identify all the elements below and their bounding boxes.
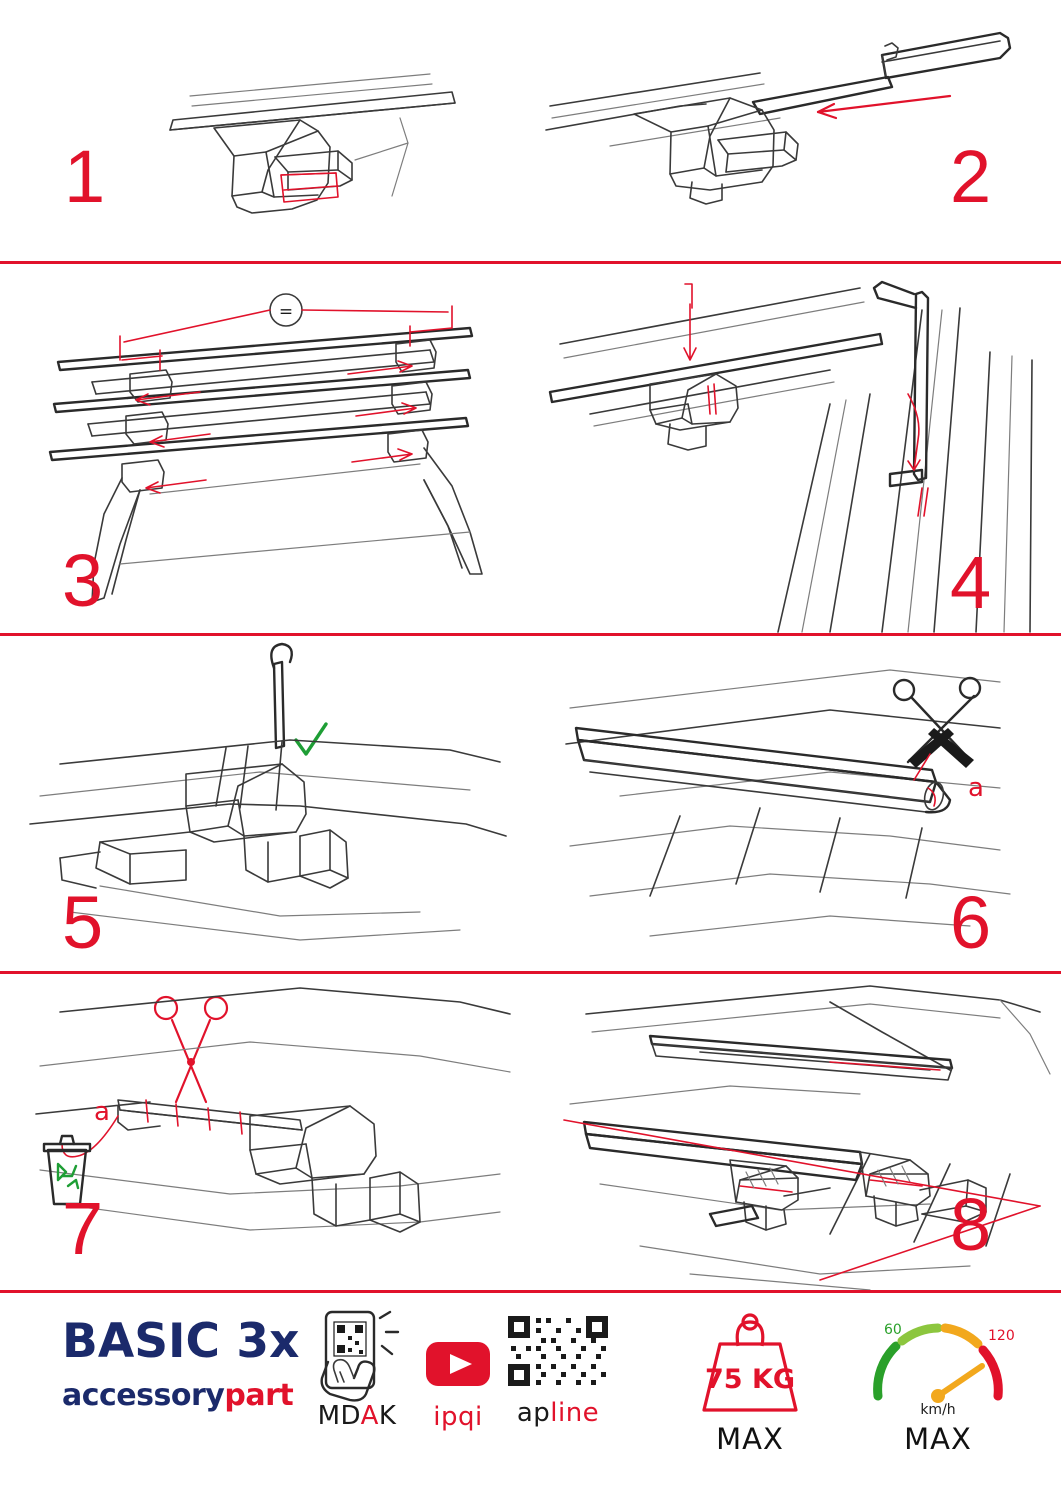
gauge-max-label: 120 bbox=[988, 1328, 1015, 1344]
max-load-block bbox=[660, 1300, 840, 1456]
step-number-8: 8 bbox=[950, 1183, 991, 1266]
equals-label: = bbox=[278, 302, 294, 322]
max-speed-block bbox=[848, 1300, 1028, 1456]
qr-code[interactable] bbox=[478, 1308, 638, 1394]
max-speed-caption: MAX bbox=[904, 1422, 972, 1456]
brand-sub-second: part bbox=[224, 1378, 294, 1413]
step-8-panel bbox=[530, 974, 1061, 1290]
footer bbox=[0, 1290, 1061, 1500]
brand-title-count: 3x bbox=[236, 1314, 300, 1369]
scissors-icon bbox=[894, 678, 980, 768]
scissors-icon-red bbox=[155, 997, 227, 1102]
logo-mdak-caption-tail: K bbox=[378, 1401, 397, 1431]
label-a-step6: a bbox=[968, 773, 984, 803]
check-mark-icon bbox=[296, 724, 326, 754]
speedometer-icon bbox=[848, 1300, 1028, 1420]
brand-subtitle bbox=[62, 1378, 299, 1413]
step-number-1: 1 bbox=[64, 135, 105, 218]
logo-mdak-caption-plain: MD bbox=[317, 1401, 361, 1431]
logo-apline-caption-accent: line bbox=[550, 1398, 600, 1428]
logo-mdak-caption-accent: A bbox=[360, 1401, 379, 1431]
step-number-4: 4 bbox=[950, 541, 991, 624]
brand-sub-first: accessory bbox=[62, 1378, 225, 1413]
weight-icon bbox=[660, 1300, 840, 1420]
brand-block bbox=[62, 1314, 300, 1413]
logo-apline bbox=[478, 1308, 638, 1426]
logo-ipqi-caption: ipqi bbox=[433, 1402, 483, 1432]
step-number-5: 5 bbox=[62, 881, 103, 964]
brand-title bbox=[62, 1314, 300, 1369]
step-number-3: 3 bbox=[62, 539, 103, 622]
step-1-panel bbox=[0, 0, 530, 261]
max-load-caption: MAX bbox=[716, 1422, 784, 1456]
brand-title-main: BASIC bbox=[62, 1314, 221, 1369]
step-2-panel bbox=[530, 0, 1061, 261]
step-5-panel bbox=[0, 636, 530, 971]
step-1-illustration bbox=[0, 0, 530, 261]
gauge-unit-label: km/h bbox=[920, 1402, 956, 1418]
step-6-panel bbox=[530, 636, 1061, 971]
step-2-illustration bbox=[530, 0, 1061, 261]
step-number-6: 6 bbox=[950, 881, 991, 964]
step-7-panel bbox=[0, 974, 530, 1290]
step-3-panel bbox=[0, 264, 530, 633]
label-a-step7: a bbox=[94, 1097, 110, 1127]
max-load-value: 75 KG bbox=[704, 1364, 796, 1395]
logo-apline-caption-plain: ap bbox=[516, 1398, 551, 1428]
step-4-panel bbox=[530, 264, 1061, 633]
gauge-min-label: 60 bbox=[884, 1322, 902, 1338]
logo-apline-caption bbox=[478, 1400, 638, 1426]
step-number-7: 7 bbox=[62, 1187, 103, 1270]
step-number-2: 2 bbox=[950, 135, 991, 218]
